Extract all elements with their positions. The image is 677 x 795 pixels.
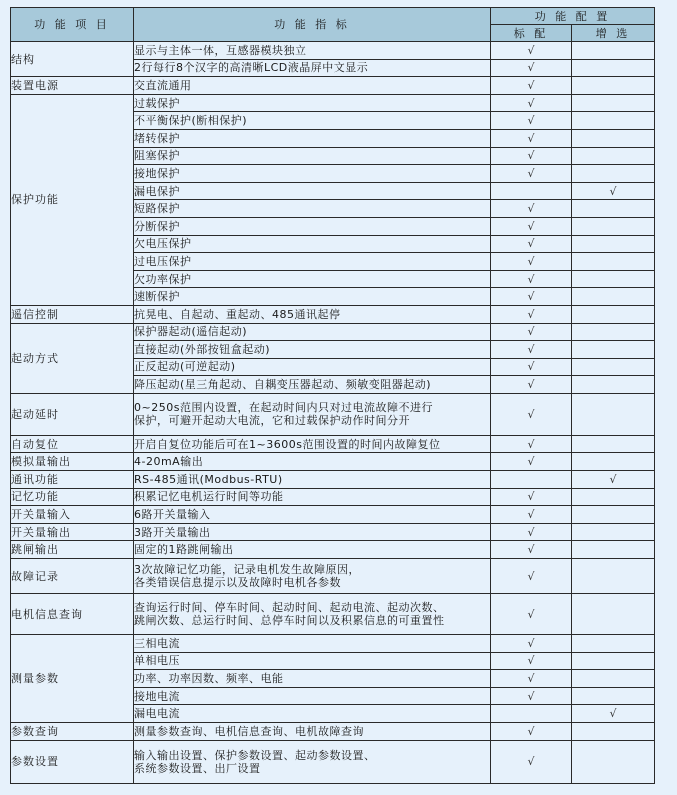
indicator-text: 固定的1路跳闸输出	[134, 543, 234, 557]
category-cell: 起动延时	[11, 393, 134, 435]
table-row	[11, 305, 655, 323]
indicator-text: 6路开关量输入	[134, 508, 211, 522]
indicator-cell	[134, 523, 491, 541]
optional-check-cell	[572, 393, 655, 435]
table-row	[11, 506, 655, 524]
table-row	[11, 393, 655, 435]
indicator-text: 直接起动(外部按钮盒起动)	[134, 342, 271, 356]
indicator-text: 2行每行8个汉字的高清晰LCD液晶屏中文显示	[134, 61, 369, 75]
table-row	[11, 635, 655, 653]
optional-check-cell	[572, 253, 655, 271]
optional-check-cell	[572, 506, 655, 524]
optional-check-cell	[572, 165, 655, 183]
indicator-cell	[134, 42, 491, 60]
optional-check-cell	[572, 77, 655, 95]
indicator-text: 4-20mA输出	[134, 455, 204, 469]
table-row	[11, 471, 655, 489]
indicator-text: 速断保护	[134, 290, 180, 304]
table-row	[11, 435, 655, 453]
standard-check-cell: √	[491, 506, 572, 524]
indicator-cell	[134, 165, 491, 183]
indicator-text: 抗晃电、自起动、重起动、485通讯起停	[134, 307, 341, 321]
indicator-text: 输入输出设置、保护参数设置、起动参数设置、	[134, 748, 376, 762]
optional-check-cell	[572, 687, 655, 705]
table-row	[11, 723, 655, 741]
optional-check-cell	[572, 288, 655, 306]
optional-check-cell	[572, 341, 655, 359]
indicator-cell	[134, 200, 491, 218]
optional-check-cell	[572, 235, 655, 253]
indicator-text: 接地保护	[134, 166, 180, 180]
category-cell: 装置电源	[11, 77, 134, 95]
standard-check-cell	[491, 705, 572, 723]
category-cell: 结构	[11, 42, 134, 77]
optional-check-cell	[572, 523, 655, 541]
category-cell: 跳闸输出	[11, 541, 134, 559]
indicator-text: 三相电流	[134, 636, 180, 650]
indicator-cell	[134, 253, 491, 271]
indicator-cell	[134, 471, 491, 489]
category-cell: 自动复位	[11, 435, 134, 453]
standard-check-cell: √	[491, 635, 572, 653]
optional-check-cell	[572, 42, 655, 60]
category-cell: 电机信息查询	[11, 594, 134, 635]
indicator-cell	[134, 235, 491, 253]
indicator-text: 开启自复位功能后可在1~3600s范围设置的时间内故障复位	[134, 437, 441, 451]
indicator-cell	[134, 705, 491, 723]
indicator-text: 短路保护	[134, 202, 180, 216]
optional-check-cell: √	[572, 705, 655, 723]
indicator-text: 漏电保护	[134, 184, 180, 198]
indicator-cell	[134, 288, 491, 306]
standard-check-cell: √	[491, 129, 572, 147]
indicator-text: 保护器起动(遥信起动)	[134, 325, 248, 339]
optional-check-cell	[572, 59, 655, 77]
indicator-text: 功率、功率因数、频率、电能	[134, 672, 284, 686]
function-config-table	[10, 7, 655, 784]
indicator-text: 过载保护	[134, 96, 180, 110]
optional-check-cell: √	[572, 471, 655, 489]
indicator-cell	[134, 77, 491, 95]
indicator-text: 0~250s范围内设置，在起动时间内只对过电流故障不进行	[134, 401, 433, 415]
standard-check-cell: √	[491, 59, 572, 77]
standard-check-cell: √	[491, 305, 572, 323]
indicator-cell	[134, 147, 491, 165]
header-function-indicator: 功 能 指 标	[134, 8, 491, 42]
optional-check-cell: √	[572, 182, 655, 200]
indicator-cell	[134, 59, 491, 77]
standard-check-cell: √	[491, 687, 572, 705]
indicator-text: 测量参数查询、电机信息查询、电机故障查询	[134, 724, 364, 738]
standard-check-cell: √	[491, 112, 572, 130]
standard-check-cell: √	[491, 376, 572, 394]
indicator-cell	[134, 182, 491, 200]
indicator-cell	[134, 341, 491, 359]
category-cell: 模拟量输出	[11, 453, 134, 471]
indicator-text: 3次故障记忆功能，记录电机发生故障原因，	[134, 563, 360, 577]
indicator-cell	[134, 687, 491, 705]
optional-check-cell	[572, 670, 655, 688]
optional-check-cell	[572, 740, 655, 783]
optional-check-cell	[572, 376, 655, 394]
category-cell: 记忆功能	[11, 488, 134, 506]
category-cell: 起动方式	[11, 323, 134, 393]
optional-check-cell	[572, 129, 655, 147]
indicator-text: 显示与主体一体，互感器模块独立	[134, 43, 307, 57]
standard-check-cell: √	[491, 94, 572, 112]
category-cell: 参数查询	[11, 723, 134, 741]
indicator-cell	[134, 506, 491, 524]
optional-check-cell	[572, 94, 655, 112]
standard-check-cell: √	[491, 341, 572, 359]
standard-check-cell: √	[491, 42, 572, 60]
optional-check-cell	[572, 559, 655, 594]
indicator-text-line2: 系统参数设置、出厂设置	[134, 761, 261, 775]
standard-check-cell: √	[491, 453, 572, 471]
indicator-text: 漏电电流	[134, 707, 180, 721]
standard-check-cell: √	[491, 652, 572, 670]
indicator-cell	[134, 376, 491, 394]
optional-check-cell	[572, 217, 655, 235]
standard-check-cell: √	[491, 393, 572, 435]
indicator-cell	[134, 559, 491, 594]
indicator-cell	[134, 358, 491, 376]
table-row	[11, 740, 655, 783]
indicator-text: RS-485通讯(Modbus-RTU)	[134, 472, 283, 486]
table-row	[11, 559, 655, 594]
indicator-text-line2: 保护，可避开起动大电流，它和过载保护动作时间分开	[134, 414, 410, 428]
standard-check-cell: √	[491, 723, 572, 741]
optional-check-cell	[572, 270, 655, 288]
standard-check-cell: √	[491, 740, 572, 783]
indicator-cell	[134, 305, 491, 323]
indicator-text: 堵转保护	[134, 131, 180, 145]
standard-check-cell: √	[491, 77, 572, 95]
indicator-text: 过电压保护	[134, 254, 192, 268]
indicator-cell	[134, 594, 491, 635]
header-function-config: 功 能 配 置	[491, 8, 655, 25]
indicator-cell	[134, 723, 491, 741]
standard-check-cell: √	[491, 488, 572, 506]
indicator-cell	[134, 740, 491, 783]
standard-check-cell	[491, 182, 572, 200]
standard-check-cell: √	[491, 200, 572, 218]
category-cell: 测量参数	[11, 635, 134, 723]
standard-check-cell: √	[491, 235, 572, 253]
category-cell: 开关量输出	[11, 523, 134, 541]
indicator-cell	[134, 112, 491, 130]
table-row	[11, 523, 655, 541]
optional-check-cell	[572, 305, 655, 323]
optional-check-cell	[572, 323, 655, 341]
table-body	[11, 42, 655, 784]
header-standard: 标 配	[491, 25, 572, 42]
standard-check-cell: √	[491, 358, 572, 376]
indicator-text: 欠功率保护	[134, 272, 192, 286]
table-row	[11, 541, 655, 559]
category-cell: 参数设置	[11, 740, 134, 783]
standard-check-cell: √	[491, 559, 572, 594]
indicator-cell	[134, 129, 491, 147]
indicator-text: 欠电压保护	[134, 237, 192, 251]
indicator-text: 积累记忆电机运行时间等功能	[134, 490, 284, 504]
indicator-text-line2: 各类错误信息提示以及故障时电机各参数	[134, 576, 341, 590]
optional-check-cell	[572, 200, 655, 218]
indicator-text: 分断保护	[134, 219, 180, 233]
category-cell: 遥信控制	[11, 305, 134, 323]
standard-check-cell: √	[491, 288, 572, 306]
indicator-text: 不平衡保护(断相保护)	[134, 114, 248, 128]
indicator-cell	[134, 670, 491, 688]
optional-check-cell	[572, 723, 655, 741]
table-row	[11, 323, 655, 341]
table-row	[11, 488, 655, 506]
indicator-cell	[134, 541, 491, 559]
table-row	[11, 594, 655, 635]
category-cell: 通讯功能	[11, 471, 134, 489]
standard-check-cell: √	[491, 523, 572, 541]
standard-check-cell: √	[491, 670, 572, 688]
optional-check-cell	[572, 435, 655, 453]
indicator-text-line2: 跳闸次数、总运行时间、总停车时间以及积累信息的可重置性	[134, 614, 445, 628]
header-function-item: 功 能 项 目	[11, 8, 134, 42]
table-row	[11, 42, 655, 60]
table-row	[11, 94, 655, 112]
optional-check-cell	[572, 358, 655, 376]
indicator-text: 3路开关量输出	[134, 525, 211, 539]
indicator-cell	[134, 94, 491, 112]
standard-check-cell: √	[491, 147, 572, 165]
optional-check-cell	[572, 147, 655, 165]
category-cell: 保护功能	[11, 94, 134, 305]
indicator-cell	[134, 393, 491, 435]
indicator-cell	[134, 635, 491, 653]
optional-check-cell	[572, 635, 655, 653]
indicator-text: 降压起动(星三角起动、自耦变压器起动、频敏变阻器起动)	[134, 378, 432, 392]
standard-check-cell: √	[491, 323, 572, 341]
indicator-cell	[134, 323, 491, 341]
category-cell: 故障记录	[11, 559, 134, 594]
indicator-text: 单相电压	[134, 654, 180, 668]
indicator-cell	[134, 270, 491, 288]
indicator-text: 查询运行时间、停车时间、起动时间、起动电流、起动次数、	[134, 601, 445, 615]
optional-check-cell	[572, 453, 655, 471]
standard-check-cell: √	[491, 270, 572, 288]
standard-check-cell	[491, 471, 572, 489]
category-cell: 开关量输入	[11, 506, 134, 524]
optional-check-cell	[572, 112, 655, 130]
indicator-text: 正反起动(可逆起动)	[134, 360, 236, 374]
indicator-cell	[134, 652, 491, 670]
optional-check-cell	[572, 541, 655, 559]
standard-check-cell: √	[491, 217, 572, 235]
standard-check-cell: √	[491, 165, 572, 183]
indicator-cell	[134, 435, 491, 453]
indicator-cell	[134, 453, 491, 471]
indicator-text: 阻塞保护	[134, 149, 180, 163]
indicator-cell	[134, 488, 491, 506]
header-optional: 增 选	[572, 25, 655, 42]
standard-check-cell: √	[491, 541, 572, 559]
standard-check-cell: √	[491, 594, 572, 635]
indicator-cell	[134, 217, 491, 235]
optional-check-cell	[572, 488, 655, 506]
indicator-text: 交直流通用	[134, 78, 192, 92]
table-row	[11, 77, 655, 95]
table-row	[11, 453, 655, 471]
standard-check-cell: √	[491, 253, 572, 271]
optional-check-cell	[572, 652, 655, 670]
indicator-text: 接地电流	[134, 689, 180, 703]
optional-check-cell	[572, 594, 655, 635]
standard-check-cell: √	[491, 435, 572, 453]
